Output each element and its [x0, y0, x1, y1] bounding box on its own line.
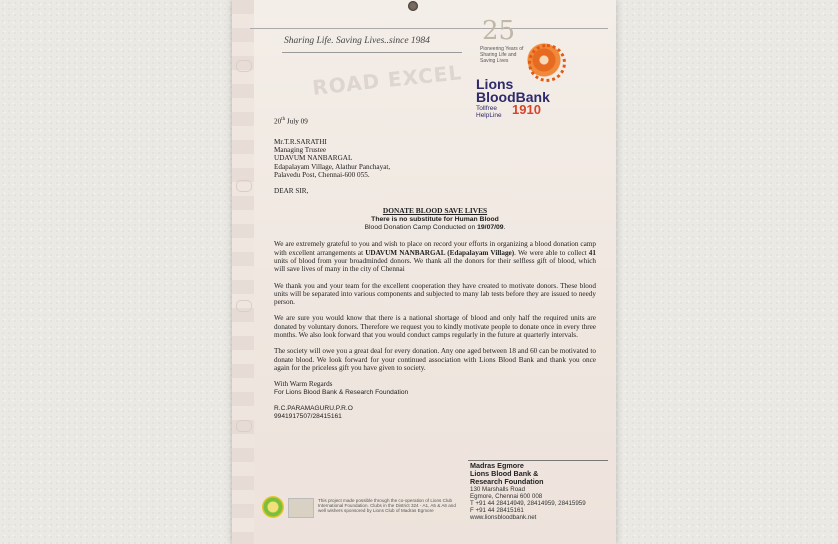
footer-org-line: Madras Egmore — [470, 461, 524, 470]
footer-fax: F +91 44 28415161 — [470, 507, 524, 515]
spine-mark — [236, 60, 252, 72]
punch-hole — [408, 1, 418, 11]
faded-stamp: ROAD EXCEL — [311, 60, 464, 100]
date-suffix: th — [281, 117, 286, 122]
paragraph-2: We thank you and your team for the excellent cooperation they have created to motivate donors. These blood units will be separated into various components and subjected to many lab tests before they are issued to needy person. — [274, 281, 596, 307]
page-spine-pattern — [232, 0, 254, 544]
camp-line-suffix: . — [503, 224, 506, 232]
para1-text: . We were able to collect — [514, 248, 589, 257]
date-rest: July 09 — [285, 117, 308, 126]
tagline: Sharing Life. Saving Lives..since 1984 — [284, 36, 430, 46]
project-note: This project made possible through the co-operation of Lions Club International Foundation. Clubs in the District 324 - A1, A5 & A6 and well wishers sponsored by Lions Club of Madras Egmore — [318, 498, 456, 514]
spine-mark — [236, 420, 252, 432]
footer-address-line: Egmore, Chennai 600 008 — [470, 493, 543, 501]
recipient-line: Palavedu Post, Chennai-600 055. — [274, 170, 370, 179]
signatory: R.C.PARAMAGURU.P.R.O — [274, 404, 353, 412]
signatory-phone: 9941917507/28415161 — [274, 413, 342, 421]
accreditation-badge-icon — [288, 498, 314, 518]
para1-text: units of blood from your broadminded donors. We thank all the donors for their selfless gift of blood, which will save lives of many in the city of Chennai — [274, 256, 596, 274]
letter-page — [232, 0, 616, 544]
closing-org: For Lions Blood Bank & Research Foundation — [274, 388, 409, 396]
certification-seal-icon — [262, 496, 284, 518]
footer-phone: T +91 44 28414949, 28414959, 28415959 — [470, 500, 586, 508]
logo-name — [476, 78, 550, 104]
footer-address-line: 130 Marshalls Road — [470, 486, 526, 493]
tollfree-label-1: Tollfree — [476, 105, 497, 112]
recipient-line: Mr.T.R.SARATHI — [274, 137, 327, 146]
para1-org: UDAVUM NANBARGAL (Edapalayam Village) — [365, 248, 515, 257]
lions-flower-icon — [526, 42, 562, 78]
letter-date — [274, 116, 596, 126]
spine-mark — [236, 180, 252, 192]
salutation: DEAR SIR, — [274, 187, 309, 196]
date-day: 20 — [274, 117, 282, 126]
logo-years: 25 — [482, 16, 516, 46]
footer-address — [470, 462, 610, 521]
footer-web: www.lionsbloodbank.net — [470, 514, 537, 522]
lions-bloodbank-logo — [472, 16, 612, 119]
tollfree-label-2: HelpLine — [476, 112, 502, 119]
recipient-line: Managing Trustee — [274, 145, 327, 154]
letter-body — [274, 116, 596, 421]
recipient-line: Edapalayam Village, Alathur Panchayat, — [274, 162, 391, 171]
logo-small-text: Pioneering Years of Sharing Life and Saving Lives — [480, 46, 524, 64]
logo-name-line2: BloodBank — [476, 89, 550, 105]
para1-units: 41 — [588, 248, 596, 257]
subject-heading: DONATE BLOOD SAVE LIVES — [382, 206, 488, 216]
closing: With Warm Regards — [274, 380, 333, 389]
camp-date: 19/07/09 — [477, 224, 504, 232]
footer-org-line: Lions Blood Bank & — [470, 469, 539, 478]
logo-name-line1: Lions — [476, 76, 514, 92]
para1-text: We are extremely grateful to you and wish to place on record your efforts in organizing a blood donation camp with excellent arrangements at — [274, 240, 596, 257]
paragraph-3: We are sure you would know that there is a national shortage of blood and only half the required units are donated by voluntary donors. Therefore we request you to kindly motivate people to donate once in every three months. We also look forward that you would conduct camps regularly in the future at quarterly intervals. — [274, 314, 596, 340]
subject-subline: There is no substitute for Human Blood — [371, 215, 499, 223]
camp-line — [274, 224, 596, 232]
paragraph-4: The society will owe you a great deal for every donation. Any one aged between 18 and 60 can be motivated to donate blood. We look forward for your continued association with Lions Blood Bank and thank you once again for the priceless gift you have given to society. — [274, 347, 596, 372]
camp-line-prefix: Blood Donation Camp Conducted on — [364, 224, 478, 232]
tagline-rule — [282, 52, 462, 53]
recipient-block — [274, 138, 596, 179]
footer-org-line: Research Foundation — [470, 477, 544, 486]
spine-mark — [236, 300, 252, 312]
recipient-line: UDAVUM NANBARGAL — [274, 154, 353, 163]
tollfree-number: 1910 — [512, 102, 541, 117]
paragraph-1 — [274, 240, 596, 273]
